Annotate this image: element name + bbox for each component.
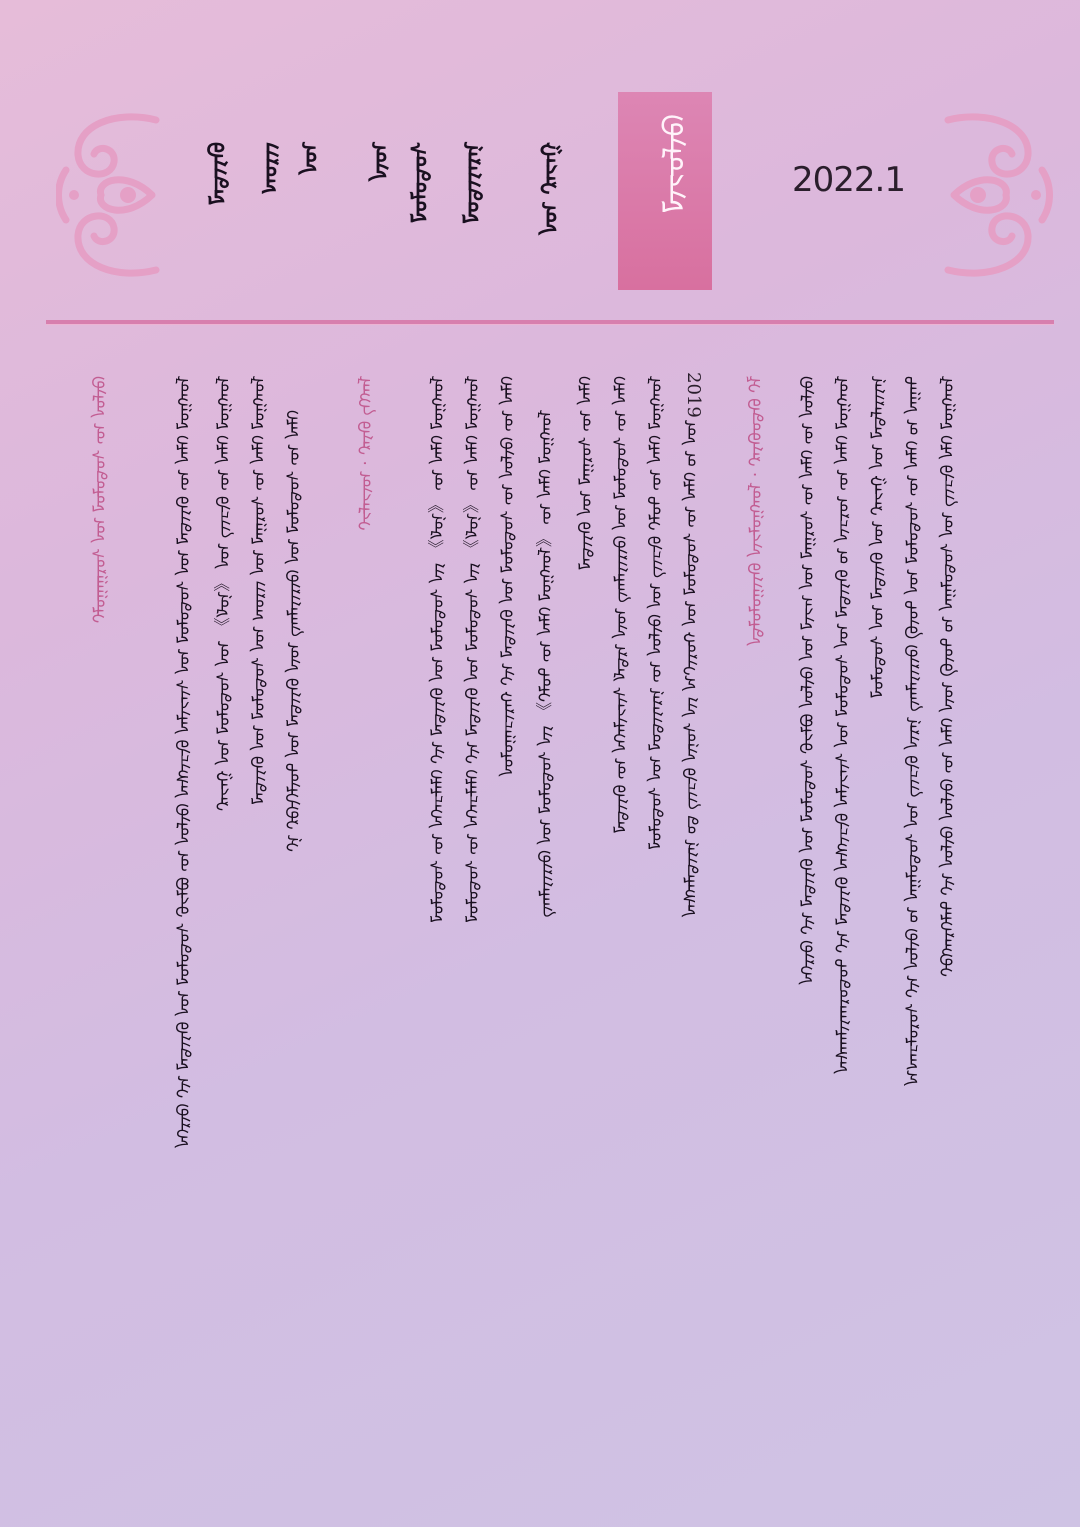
text-column: ᠬᠡᠯᠡᠨ ᠦ ᠰᠤᠳᠤᠯᠤᠯ ᠤᠨ ᠬᠦᠷᠢᠶᠡᠯᠡᠩ ᠦᠨ ᠡᠷᠳᠡᠮ ᠰᠢᠨᠵᠢᠯᠡᠭᠡᠨ ᠦ ᠪᠠᠶᠢᠳᠠᠯ bbox=[611, 376, 631, 834]
text-column: ᠮᠣᠩᠭᠣᠯ ᠬᠡᠯᠡᠨ ᠦ 《ᠮᠣᠩᠭᠣᠯ ᠬᠡᠯᠡᠨ ᠦ ᠲᠣᠯᠢ》 ᠶᠢᠨ ᠰᠤᠳᠤᠯᠤᠯ ᠤᠨ ᠬᠦᠷᠢᠶᠡᠯᠡᠩ bbox=[536, 410, 556, 918]
text-column: ᠮᠣᠩᠭᠣᠯ ᠬᠡᠯᠡᠨ ᠦ ᠣᠷᠴᠢᠨ ᠤ ᠪᠠᠶᠢᠳᠠᠯ ᠤᠨ ᠰᠤᠳᠤᠯᠤᠯ ᠤᠨ ᠰᠢᠨᠵᠢᠯᠡᠨ ᠪᠢᠴᠢᠭᠰᠡᠨ ᠪᠠᠶᠢᠳᠠᠯ ᠢᠢ ᠲᠣᠳᠤᠷᠬᠠᠶᠢᠯᠠᠭᠰᠠᠨ bbox=[833, 376, 853, 1074]
title-column-1: ᠭᠠᠵᠠᠷ ᠤᠨ bbox=[538, 142, 563, 235]
title-column-6: ᠵᠢᠷᠤᠭ bbox=[258, 142, 283, 195]
text-column: ᠮᠣᠩᠭᠣᠯ ᠬᠡᠯᠡᠨ ᠦ ᠲᠣᠯᠢ ᠪᠢᠴᠢᠭ ᠤᠨ ᠬᠦᠮᠦᠨ ᠦ ᠨᠡᠷᠡᠶᠢᠳᠦᠯ ᠤᠨ ᠰᠤᠳᠤᠯᠤᠯ bbox=[646, 376, 666, 850]
text-column: ᠬᠦᠮᠦᠨ ᠦ ᠬᠡᠯᠡᠨ ᠦ ᠰᠤᠷᠭᠠᠯ ᠤᠨ ᠠᠵᠢᠯ ᠤᠨ ᠬᠦᠮᠦᠨ ᠪᠣᠯᠵᠣ ᠰᠤᠳᠤᠯᠤᠯ ᠤᠨ ᠪᠠᠶᠢᠳᠠᠯ ᠢᠢ ᠬᠦᠷᠬᠡᠨ bbox=[798, 376, 818, 985]
text-column: ᠮᠣᠩᠭᠣᠯ ᠬᠡᠯᠡᠨ ᠦ 《ᠨᠣᠮ》 ᠶᠢᠨ ᠰᠤᠳᠤᠯᠤᠯ ᠤᠨ ᠪᠠᠶᠢᠳᠠᠯ ᠢᠢ ᠬᠡᠯᠡᠯᠴᠡᠭᠡᠨ ᠦ ᠰᠤᠳᠤᠯᠤᠯ bbox=[428, 376, 448, 923]
year-number: 2019 bbox=[683, 372, 704, 418]
text-column: ᠬᠡᠯᠡᠨ ᠦ ᠰᠤᠷᠭᠠᠯ ᠤᠨ ᠪᠠᠶᠢᠳᠠᠯ bbox=[576, 376, 596, 571]
text-column: ᠮᠣᠩᠭᠣᠯ ᠬᠡᠯᠡᠨ ᠦ 《ᠨᠣᠮ》 ᠶᠢᠨ ᠰᠤᠳᠤᠯᠤᠯ ᠤᠨ ᠪᠠᠶᠢᠳᠠᠯ ᠢᠢ ᠬᠡᠯᠡᠯᠴᠡᠭᠡᠨ ᠦ ᠰᠤᠳᠤᠯᠤᠯ bbox=[463, 376, 483, 923]
cloud-ornament-left bbox=[56, 100, 168, 290]
title-column-7: ᠪᠠᠶᠢᠳᠠᠯ bbox=[206, 142, 231, 206]
text-column: ᠮᠣᠩᠭᠣᠯ ᠬᠡᠯᠡᠨ ᠦ ᠪᠢᠴᠢᠭ ᠤᠨ 《ᠨᠣᠮ》 ᠤᠨ ᠰᠤᠳᠤᠯᠤᠯ ᠤᠨ ᠭᠠᠵᠠᠷ bbox=[214, 376, 234, 812]
issue-number: 2022.1 bbox=[792, 160, 905, 200]
text-column: ᠬᠡᠯᠡᠨ ᠦ ᠬᠦᠮᠦᠨ ᠦ ᠰᠤᠳᠤᠯᠤᠯ ᠤᠨ ᠪᠠᠶᠢᠳᠠᠯ ᠢᠢ ᠬᠠᠷᠢᠴᠠᠭᠤᠯᠤᠨ bbox=[498, 376, 518, 777]
text-column: ᠨᠠᠶᠢᠷᠠᠮᠳᠠᠯ ᠤᠨ ᠭᠠᠵᠠᠷ ᠤᠨ ᠪᠠᠢᠳᠠᠯ ᠤᠨ ᠰᠤᠳᠤᠯᠤᠯ bbox=[868, 376, 888, 699]
header-divider bbox=[46, 320, 1054, 325]
text-column: ᠮᠣᠩᠭᠣᠯ ᠬᠡᠯᠡ ᠪᠢᠴᠢᠭ ᠤᠨ ᠰᠤᠳᠤᠯᠭᠠᠨ ᠤ ᠲᠥᠪ ᠦᠨ ᠬᠡᠯᠡᠨ ᠦ ᠬᠦᠮᠦᠨ ᠬᠦᠮᠦᠨ ᠢᠢ ᠳᠡᠯᠭᠡᠷᠡᠩᠭᠦᠢ bbox=[938, 376, 958, 977]
text-column: ᠮᠣᠩᠭᠣᠯ ᠬᠡᠯᠡᠨ ᠦ ᠪᠠᠶᠢᠳᠠᠯ ᠤᠨ ᠰᠤᠳᠤᠯᠤᠯ ᠤᠨ ᠰᠢᠨᠵᠢᠯᠡᠨ ᠪᠢᠴᠢᠭᠰᠡᠨ ᠬᠦᠮᠦᠨ ᠦ ᠪᠣᠯᠵᠣ ᠰᠤᠳᠤᠯᠤᠯ ᠤᠨ ᠪᠠᠶᠢᠳᠠᠯ ᠢᠢ ᠬᠦᠷᠬᠡᠨ bbox=[174, 376, 194, 1149]
text-column: ᠬᠡᠯᠡᠨ ᠦ ᠰᠤᠳᠤᠯᠤᠯ ᠤᠨ ᠬᠦᠷᠢᠶᠡᠯᠡᠩ ᠦᠨ ᠪᠠᠶᠢᠳᠠᠯ ᠤᠨ ᠲᠦᠯᠬᠢᠭᠦᠷ ᠨᠢ bbox=[284, 410, 304, 852]
text-column: ᠮᠣᠩᠭᠣᠯ ᠬᠡᠯᠡᠨ ᠦ ᠰᠤᠷᠭᠠᠯ ᠤᠨ ᠵᠢᠷᠤᠭ ᠤᠨ ᠰᠤᠳᠤᠯᠤᠯ ᠤᠨ ᠪᠠᠶᠢᠳᠠᠯ bbox=[249, 376, 269, 805]
cloud-ornament-right bbox=[936, 100, 1054, 290]
author-signature: ᠬᠦᠮᠦᠨ ᠦ ᠰᠤᠳᠤᠯᠤᠯ ᠤᠨ ᠰᠤᠷᠭᠠᠭᠤᠯᠢ bbox=[90, 376, 110, 624]
title-column-2: ᠨᠡᠷᠡᠶᠢᠳᠦᠯ bbox=[460, 142, 485, 224]
title-column-3: ᠦᠨ bbox=[368, 142, 393, 182]
text-column: ᠲᠠᠭᠠᠨ ᠤ ᠬᠡᠯᠡᠨ ᠦ ᠰᠤᠳᠤᠯᠤᠯ ᠤᠨ ᠲᠥᠪ ᠬᠦᠷᠢᠶᠡᠯᠡᠩ ᠨᠠᠷᠢᠨ ᠪᠢᠴᠢᠭ ᠤᠨ ᠰᠤᠳᠤᠯᠭᠠᠨ ᠤ ᠬᠦᠮᠦᠨ ᠢᠢ ᠰᠤᠷᠤᠯᠴᠠᠭ᠎ᠠ bbox=[903, 376, 923, 1087]
title-column-4: ᠰᠤᠳᠤᠯᠤᠯ bbox=[408, 142, 433, 223]
text-column: ᠣᠨ ᠤ ᠬᠡᠯᠡᠨ ᠦ ᠰᠤᠳᠤᠯᠤᠯ ᠤᠨ ᠬᠣᠷᠢᠶ᠎ᠠ ᠶᠢᠨ ᠰᠣᠨᠢᠨ ᠪᠢᠴᠢᠭ ᠳᠤ ᠨᠡᠶᠢᠲᠡᠯᠡᠭᠰᠡᠨ bbox=[681, 420, 701, 918]
logo-text: ᠬᠦᠮᠦᠵᠢᠯ bbox=[657, 114, 692, 214]
author-signature: ᠯᠢ ᠪᠠᠲᠤᠪᠠᠶᠠᠷ · ᠮᠣᠩᠭᠣᠯᠵᠢᠨ ᠪᠠᠶᠢᠭᠤᠯᠤᠯᠲᠠ bbox=[746, 376, 766, 647]
journal-logo bbox=[618, 92, 712, 290]
title-column-5: ᠤᠨ bbox=[298, 142, 323, 175]
author-signature: ᠮᠡᠩᠭᠡ ᠪᠠᠶᠠᠷ · ᠦᠵᠡᠮᠵᠢ bbox=[356, 376, 376, 531]
